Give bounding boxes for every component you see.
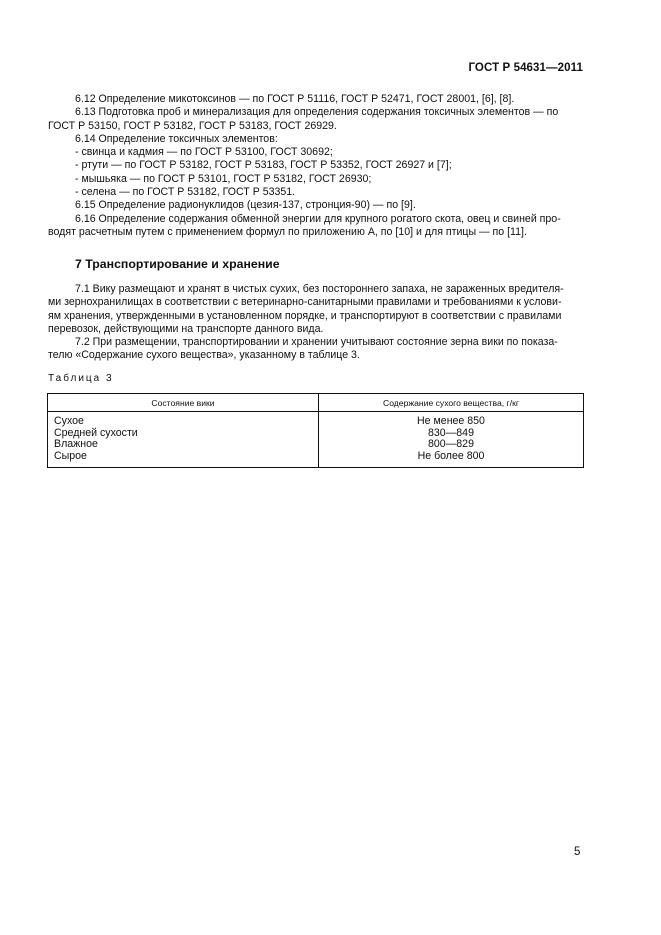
table-row bbox=[48, 412, 584, 428]
paragraph-7-1 bbox=[48, 283, 582, 336]
paragraph-6-12: 6.12 Определение микотоксинов — по ГОСТ Р 51116, ГОСТ Р 52471, ГОСТ 28001, [6], [8]. bbox=[75, 93, 515, 105]
cell-state: Сырое bbox=[48, 451, 319, 468]
paragraph-6-13-line-2: ГОСТ Р 53150, ГОСТ Р 53182, ГОСТ Р 53183, ГОСТ 26929. bbox=[48, 119, 337, 132]
paragraph-6-14: 6.14 Определение токсичных элементов: bbox=[75, 132, 278, 145]
list-item-lead-cadmium: - свинца и кадмия — по ГОСТ Р 53100, ГОСТ 30692; bbox=[75, 146, 333, 159]
paragraph-7-1-line-4: перевозок, действующими на транспорте данного вида. bbox=[48, 322, 324, 335]
cell-dry-matter: Не более 800 bbox=[319, 451, 584, 468]
table-row bbox=[48, 451, 584, 468]
paragraph-6-16-line-1: 6.16 Определение содержания обменной энергии для крупного рогатого скота, овец и свиней про- bbox=[75, 212, 561, 225]
cell-dry-matter: Не менее 850 bbox=[319, 412, 584, 428]
paragraph-6-16-line-2: водят расчетным путем с применением формул по приложению А, по [10] и для птицы — по [11]. bbox=[48, 225, 527, 238]
paragraph-7-2-line-2: телю «Содержание сухого вещества», указанному в таблице 3. bbox=[48, 349, 360, 362]
cell-dry-matter: 800—829 bbox=[319, 439, 584, 451]
table-3 bbox=[47, 393, 584, 468]
paragraph-6-16 bbox=[48, 213, 582, 240]
paragraph-6-13-line-1: 6.13 Подготовка проб и минерализация для определения содержания токсичных элементов — по bbox=[75, 106, 559, 119]
cell-state: Влажное bbox=[48, 439, 319, 451]
paragraph-7-2 bbox=[48, 336, 582, 363]
table-row bbox=[48, 439, 584, 451]
section-7-text bbox=[48, 283, 582, 363]
table-3-caption: Таблица 3 bbox=[48, 373, 114, 384]
paragraph-6-13 bbox=[48, 106, 582, 133]
standard-designation: ГОСТ Р 54631—2011 bbox=[468, 62, 583, 74]
paragraph-7-2-line-1: 7.2 При размещении, транспортировании и хранении учитывают состояние зерна вики по показа- bbox=[75, 336, 558, 349]
section-6-text bbox=[48, 93, 582, 239]
page-number: 5 bbox=[574, 846, 581, 858]
column-header-state: Состояние вики bbox=[48, 394, 319, 412]
table-row bbox=[48, 428, 584, 440]
paragraph-7-1-line-1: 7.1 Вику размещают и хранят в чистых сухих, без постороннего запаха, не зараженных вредителя- bbox=[75, 283, 564, 295]
section-7-heading: 7 Транспортирование и хранение bbox=[75, 257, 280, 271]
list-item-arsenic: - мышьяка — по ГОСТ Р 53101, ГОСТ Р 53182, ГОСТ 26930; bbox=[75, 172, 372, 185]
cell-dry-matter: 830—849 bbox=[319, 428, 584, 440]
paragraph-7-1-line-3: ям хранения, утвержденными в установленном порядке, и транспортируют в соответствии с правилами bbox=[48, 309, 562, 322]
paragraph-6-15: 6.15 Определение радионуклидов (цезия-137, стронция-90) — по [9]. bbox=[75, 199, 416, 212]
list-item-selenium: - селена — по ГОСТ Р 53182, ГОСТ Р 53351. bbox=[75, 186, 296, 199]
column-header-dry-matter: Содержание сухого вещества, г/кг bbox=[319, 394, 584, 412]
table-header-row bbox=[48, 394, 584, 412]
paragraph-7-1-line-2: ми зернохранилищах в соответствии с ветеринарно-санитарными правилами и требованиями к услови- bbox=[48, 296, 562, 309]
cell-state: Средней сухости bbox=[48, 428, 319, 440]
list-item-mercury: - ртути — по ГОСТ Р 53182, ГОСТ Р 53183, ГОСТ Р 53352, ГОСТ 26927 и [7]; bbox=[75, 159, 452, 172]
cell-state: Сухое bbox=[48, 412, 319, 428]
